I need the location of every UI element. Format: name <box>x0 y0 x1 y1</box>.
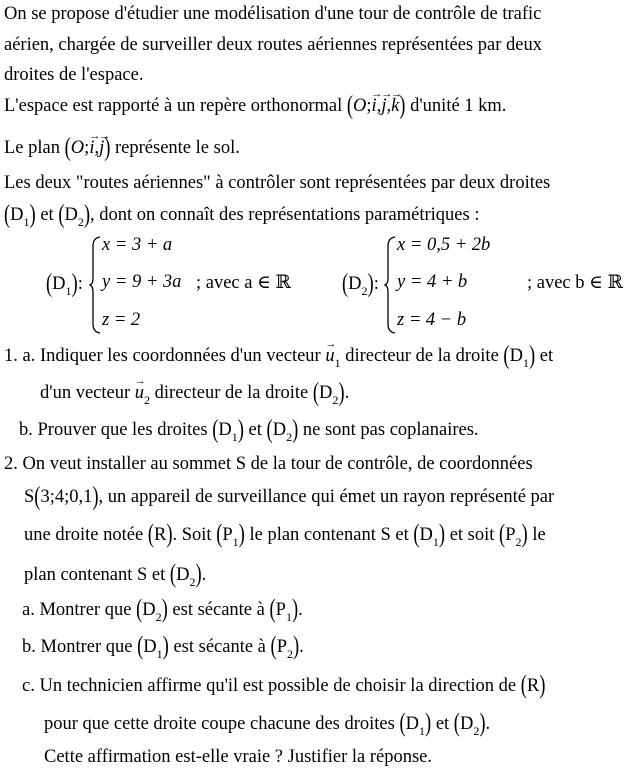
text: représente le sol. <box>115 138 240 158</box>
subscript: 2 <box>77 215 84 229</box>
text: et <box>248 420 262 440</box>
text: le <box>532 525 546 545</box>
text: d'unité 1 km. <box>410 96 507 116</box>
frame-oij: (O;→ i,→ j) <box>65 138 111 158</box>
frame-oijk: (O;→ i,→ j,→ k) <box>347 96 406 116</box>
system-d2-label: $(D_2)$: <box>342 269 379 299</box>
subscript: 1 <box>432 535 439 549</box>
intro-line-2: aérien, chargée de surveiller deux routes aériennes représentées par deux <box>4 35 542 55</box>
brace-icon <box>89 236 101 334</box>
origin-o: O <box>70 138 85 158</box>
subscript: 2 <box>286 647 293 661</box>
d-letter: D <box>176 565 190 585</box>
intro-line-3: droites de l'espace. <box>4 65 144 85</box>
vector-j: → j <box>381 94 386 118</box>
text: et <box>40 205 54 225</box>
text: plan contenant S et <box>24 565 166 585</box>
text: est sécante à <box>173 637 266 657</box>
text: et <box>539 346 554 366</box>
q2-line-2: S(3;4;0,1), un appareil de surveillance qui émet un rayon représenté par <box>24 482 555 512</box>
d-letter: D <box>272 420 287 440</box>
text: directeur de la droite <box>345 346 499 366</box>
d-letter: D <box>509 346 523 366</box>
q2-line-1 <box>4 452 533 476</box>
text: et <box>435 714 450 734</box>
r-letter: R <box>526 676 540 696</box>
vector-i: → i <box>372 94 377 118</box>
text: d'un vecteur <box>40 383 131 403</box>
q2c-line-1 <box>22 671 546 701</box>
question-number: c. <box>22 676 35 696</box>
vector-k: → k <box>391 94 399 118</box>
line-d1: $(D_1)$ <box>413 520 446 550</box>
system-d1-y: y = 9 + 3a <box>102 272 182 292</box>
vector-u1: → u <box>325 344 334 368</box>
coordinates: 3;4;0,1 <box>40 487 93 507</box>
q2-line-4 <box>24 560 207 590</box>
text: . <box>344 383 350 403</box>
subscript: 2 <box>155 610 162 624</box>
p-letter: P <box>505 525 516 545</box>
line-d1: $(D_1)$ <box>4 200 36 230</box>
text: pour que cette droite coupe chacune des droites <box>44 714 395 734</box>
vector-i: → i <box>89 136 94 160</box>
d-letter: D <box>142 600 156 620</box>
semicolon: ; <box>84 138 90 158</box>
subscript: 2 <box>332 393 339 407</box>
p-letter: P <box>276 637 287 657</box>
subscript: 1 <box>23 215 30 229</box>
subscript: 1 <box>65 284 72 298</box>
text: ne sont pas coplanaires. <box>302 420 479 440</box>
d-letter: D <box>419 525 433 545</box>
text: . <box>299 637 304 657</box>
text: On veut installer au sommet S de la tour de contrôle, de coordonnées <box>22 454 533 474</box>
system-d2-param: ; avec b ∈ ℝ <box>527 273 623 293</box>
line-d2: $(D_2)$ <box>58 200 91 230</box>
line-d1: $(D_1)$ <box>503 341 536 371</box>
system-d2-y: y = 4 + b <box>397 272 468 292</box>
q2b-line <box>22 632 304 662</box>
semicolon: ; <box>366 96 372 116</box>
q2a-line <box>22 595 303 625</box>
q1a-line-2 <box>40 378 350 408</box>
line-d1: $(D_1)$ <box>137 632 169 662</box>
origin-o: O <box>353 96 367 116</box>
text: une droite notée <box>24 525 144 545</box>
question-number: 2. <box>4 454 18 474</box>
question-number: a. <box>22 600 35 620</box>
q2c-line-2 <box>44 709 491 739</box>
colon: : <box>373 274 379 294</box>
comma: , <box>94 138 100 158</box>
text: , un appareil de surveillance qui émet un rayon représenté par <box>98 487 555 507</box>
subscript: 2 <box>189 575 196 589</box>
question-number: b. <box>22 637 36 657</box>
text: et soit <box>449 525 495 545</box>
subscript: 1 <box>231 430 238 444</box>
text: . <box>485 714 491 734</box>
q2c-line-3: Cette affirmation est-elle vraie ? Justifier la réponse. <box>44 747 433 767</box>
text: Indiquer les coordonnées d'un vecteur <box>39 346 321 366</box>
text: . <box>298 600 303 620</box>
system-d1-param: ; avec a ∈ ℝ <box>196 273 291 293</box>
point-s: S <box>24 487 35 507</box>
system-d1-label: $(D_1)$: <box>46 269 83 299</box>
line-d2: $(D_2)$ <box>266 415 299 445</box>
line-d2: $(D_2)$ <box>169 560 202 590</box>
subscript: 2 <box>515 535 522 549</box>
vector-u2: → u <box>135 381 144 405</box>
text: directeur de la droite <box>154 383 309 403</box>
subscript: 1 <box>334 356 341 370</box>
intro-line-5 <box>4 133 240 163</box>
brace-icon <box>384 236 396 334</box>
subscript: 2 <box>286 430 293 444</box>
d-letter: D <box>52 274 66 294</box>
intro-line-4 <box>4 91 507 121</box>
system-d2-z: z = 4 − b <box>397 310 467 330</box>
system-d1-x: x = 3 + a <box>102 235 173 255</box>
text: L'espace est rapporté à un repère orthonormal <box>4 96 343 116</box>
intro-line-6: Les deux "routes aériennes" à contrôler sont représentées par deux droites <box>4 173 551 193</box>
line-d2: $(D_2)$ <box>312 378 345 408</box>
text: Montrer que <box>40 637 133 657</box>
d-letter: D <box>64 205 78 225</box>
comma: , <box>386 96 392 116</box>
plane-p2: $(P_2)$ <box>499 520 528 550</box>
vector-j: → j <box>99 136 104 160</box>
d-letter: D <box>143 637 157 657</box>
comma: , <box>376 96 382 116</box>
d-letter: D <box>10 205 24 225</box>
intro-line-1: On se propose d'étudier une modélisation d'une tour de contrôle de trafic <box>4 4 542 24</box>
d-letter: D <box>218 420 232 440</box>
text: Prouver que les droites <box>37 420 208 440</box>
subscript: 1 <box>285 610 292 624</box>
d-letter: D <box>319 383 333 403</box>
text: , dont on connaît des représentations paramétriques : <box>90 205 480 225</box>
d-letter: D <box>459 714 474 734</box>
colon: : <box>77 274 83 294</box>
subscript: 2 <box>361 284 368 298</box>
line-d2: $(D_2)$ <box>453 709 486 739</box>
subscript: 1 <box>522 356 529 370</box>
question-number: 1. a. <box>4 346 36 366</box>
line-d1: $(D_1)$ <box>399 709 432 739</box>
plane-p2: $(P_2)$ <box>270 632 300 662</box>
plane-p1: $(P_1)$ <box>216 520 245 550</box>
plane-p1: $(P_1)$ <box>269 595 299 625</box>
text: le plan contenant S et <box>249 525 409 545</box>
text: Le plan <box>4 138 60 158</box>
system-d1-z: z = 2 <box>102 310 141 330</box>
subscript: 2 <box>144 393 151 407</box>
p-letter: P <box>222 525 233 545</box>
r-letter: R <box>153 525 167 545</box>
q1b-line <box>19 415 479 445</box>
q2-line-3 <box>24 520 546 550</box>
d-letter: D <box>405 714 420 734</box>
intro-line-7 <box>4 200 480 230</box>
p-letter: P <box>275 600 286 620</box>
line-d1: $(D_1)$ <box>212 415 244 445</box>
question-number: b. <box>19 420 33 440</box>
subscript: 1 <box>232 535 239 549</box>
text: Montrer que <box>39 600 132 620</box>
line-r: (R) <box>147 520 173 550</box>
subscript: 1 <box>156 647 163 661</box>
d-letter: D <box>348 274 362 294</box>
subscript: 2 <box>473 724 480 738</box>
text: . Soit <box>172 525 212 545</box>
q1a-line-1 <box>4 341 554 371</box>
text: est sécante à <box>172 600 265 620</box>
text: Un technicien affirme qu'il est possible de choisir la direction de <box>39 676 517 696</box>
subscript: 1 <box>419 724 426 738</box>
text: . <box>201 565 207 585</box>
line-r: (R) <box>520 671 546 701</box>
system-d2-x: x = 0,5 + 2b <box>397 235 491 255</box>
line-d2: $(D_2)$ <box>136 595 168 625</box>
